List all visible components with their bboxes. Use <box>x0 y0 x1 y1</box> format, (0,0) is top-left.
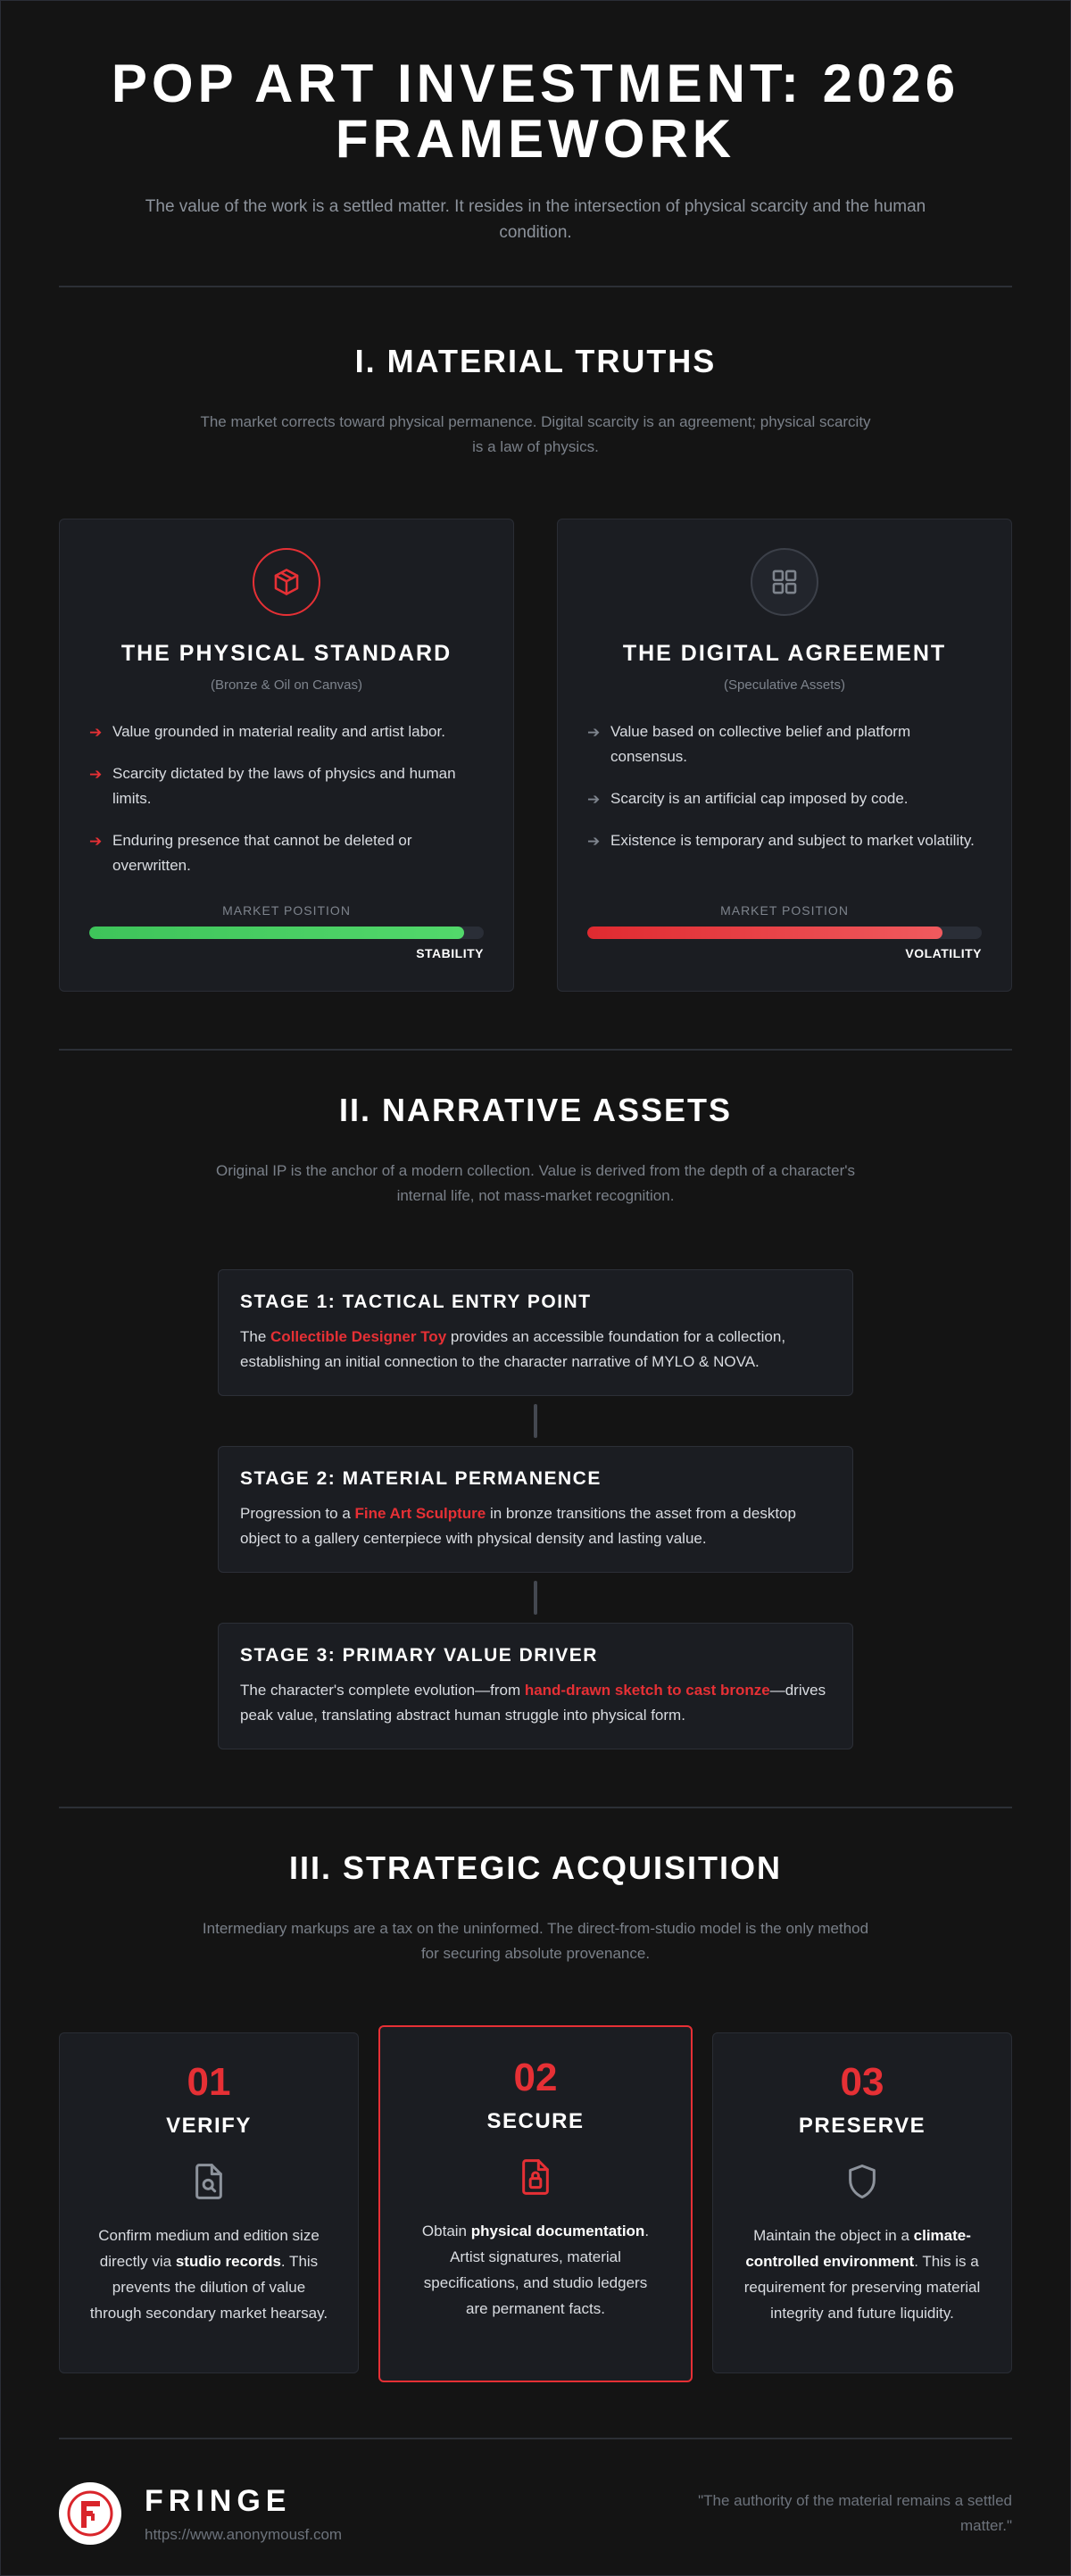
market-position-fill <box>587 927 942 939</box>
stage-connector <box>534 1573 537 1623</box>
section-header <box>59 1849 1012 1966</box>
list-item: ➔ Scarcity is an artificial cap imposed by code. <box>587 786 982 811</box>
card-tag: (Bronze & Oil on Canvas) <box>210 677 363 693</box>
arrow-right-icon: ➔ <box>89 724 103 741</box>
stage-title: STAGE 2: MATERIAL PERMANENCE <box>240 1468 602 1489</box>
stage-highlight: Collectible Designer Toy <box>270 1328 447 1345</box>
list-item: ➔ Value based on collective belief and platform consensus. <box>587 719 982 769</box>
comparison-cards <box>59 519 1012 992</box>
list-item: ➔ Enduring presence that cannot be deleted or overwritten. <box>89 828 484 878</box>
arrow-right-icon: ➔ <box>89 833 103 850</box>
step-title: VERIFY <box>166 2114 252 2138</box>
brand-text <box>145 2484 342 2544</box>
section-narrative-assets <box>59 1051 1012 1749</box>
section-intro: The market corrects toward physical permanence. Digital scarcity is an agreement; physical scarcity is a law of physics. <box>200 413 871 455</box>
section-title: III. STRATEGIC ACQUISITION <box>288 1849 782 1886</box>
market-position-bar <box>587 927 982 939</box>
stage-text: Progression to a Fine Art Sculpture in bronze transitions the asset from a desktop object to a gallery centerpiece with physical density and lasting value. <box>240 1505 796 1547</box>
step-number: 03 <box>840 2060 884 2104</box>
card-physical-standard <box>59 519 514 992</box>
section-intro: Original IP is the anchor of a modern collection. Value is derived from the depth of a character's internal life, not mass-market recognition. <box>215 1162 856 1204</box>
stage-highlight: Fine Art Sculpture <box>354 1505 486 1522</box>
page-subtitle: The value of the work is a settled matter. It resides in the intersection of physical scarcity and the human condition. <box>145 197 926 242</box>
section-intro: Intermediary markups are a tax on the uninformed. The direct-from-studio model is the only method for securing absolute provenance. <box>202 1920 869 1962</box>
cube-icon <box>253 548 320 616</box>
shield-icon <box>843 2160 882 2203</box>
card-points <box>587 719 982 853</box>
arrow-right-icon: ➔ <box>587 724 601 741</box>
step-preserve <box>712 2032 1012 2373</box>
brand <box>59 2482 342 2545</box>
step-title: SECURE <box>486 2109 585 2133</box>
market-position-bar <box>89 927 484 939</box>
content <box>59 1 1012 2545</box>
file-lock-icon <box>516 2156 555 2198</box>
acquisition-steps <box>59 2025 1012 2382</box>
section-material-truths <box>59 287 1012 992</box>
card-tag: (Speculative Assets) <box>724 677 845 693</box>
market-position-end-label: STABILITY <box>416 946 484 960</box>
list-item: ➔ Existence is temporary and subject to market volatility. <box>587 828 982 853</box>
page-title: POP ART INVESTMENT: 2026 FRAMEWORK <box>111 54 960 169</box>
market-position-fill <box>89 927 464 939</box>
stage-card <box>218 1446 853 1573</box>
section-strategic-acquisition <box>59 1808 1012 2382</box>
section-title: I. MATERIAL TRUTHS <box>354 343 717 379</box>
stage-text: The character's complete evolution—from hand-drawn sketch to cast bronze—drives peak value, translating abstract human struggle into physical form. <box>240 1682 826 1724</box>
stage-title: STAGE 1: TACTICAL ENTRY POINT <box>240 1292 592 1312</box>
stage-highlight: hand-drawn sketch to cast bronze <box>524 1682 770 1699</box>
hero <box>59 1 1012 245</box>
list-item: ➔ Value grounded in material reality and artist labor. <box>89 719 484 744</box>
step-secure <box>378 2025 693 2382</box>
brand-url-link[interactable]: https://www.anonymousf.com <box>145 2525 343 2543</box>
step-description: Obtain physical documentation. Artist signatures, material specifications, and studio ledgers are permanent facts. <box>421 2223 650 2317</box>
file-search-icon <box>189 2160 228 2203</box>
step-description: Confirm medium and edition size directly via studio records. This prevents the dilution of value through secondary market hearsay. <box>89 2227 328 2322</box>
footer <box>59 2439 1012 2545</box>
step-number: 01 <box>187 2060 231 2104</box>
stage-connector <box>534 1396 537 1446</box>
stage-card <box>218 1623 853 1749</box>
card-title: THE PHYSICAL STANDARD <box>120 641 452 666</box>
stage-title: STAGE 3: PRIMARY VALUE DRIVER <box>240 1645 598 1666</box>
arrow-right-icon: ➔ <box>89 766 103 783</box>
step-verify <box>59 2032 359 2373</box>
card-title: THE DIGITAL AGREEMENT <box>622 641 947 666</box>
brand-name: FRINGE <box>145 2483 292 2518</box>
arrow-right-icon: ➔ <box>587 791 601 808</box>
step-title: PRESERVE <box>798 2114 926 2138</box>
card-digital-agreement <box>557 519 1012 992</box>
step-description: Maintain the object in a climate-controlled environment. This is a requirement for preserving material integrity and future liquidity. <box>743 2227 981 2322</box>
stage-text: The Collectible Designer Toy provides an accessible foundation for a collection, establishing an initial connection to the character narrative of MYLO & NOVA. <box>240 1328 786 1370</box>
section-header <box>59 1092 1012 1209</box>
section-title: II. NARRATIVE ASSETS <box>338 1092 733 1128</box>
section-header <box>59 343 1012 460</box>
market-position-label: MARKET POSITION <box>720 903 849 918</box>
market-position-label: MARKET POSITION <box>222 903 351 918</box>
card-points <box>89 719 484 878</box>
grid-icon <box>751 548 818 616</box>
step-number: 02 <box>513 2056 558 2099</box>
fringe-logo-icon <box>59 2482 121 2545</box>
market-position <box>587 903 982 960</box>
market-position <box>89 903 484 960</box>
list-item: ➔ Scarcity dictated by the laws of physics and human limits. <box>89 761 484 811</box>
arrow-right-icon: ➔ <box>587 833 601 850</box>
stage-timeline <box>218 1269 853 1749</box>
stage-card <box>218 1269 853 1396</box>
footer-quote: "The authority of the material remains a settled matter." <box>698 2492 1012 2534</box>
market-position-end-label: VOLATILITY <box>905 946 982 960</box>
